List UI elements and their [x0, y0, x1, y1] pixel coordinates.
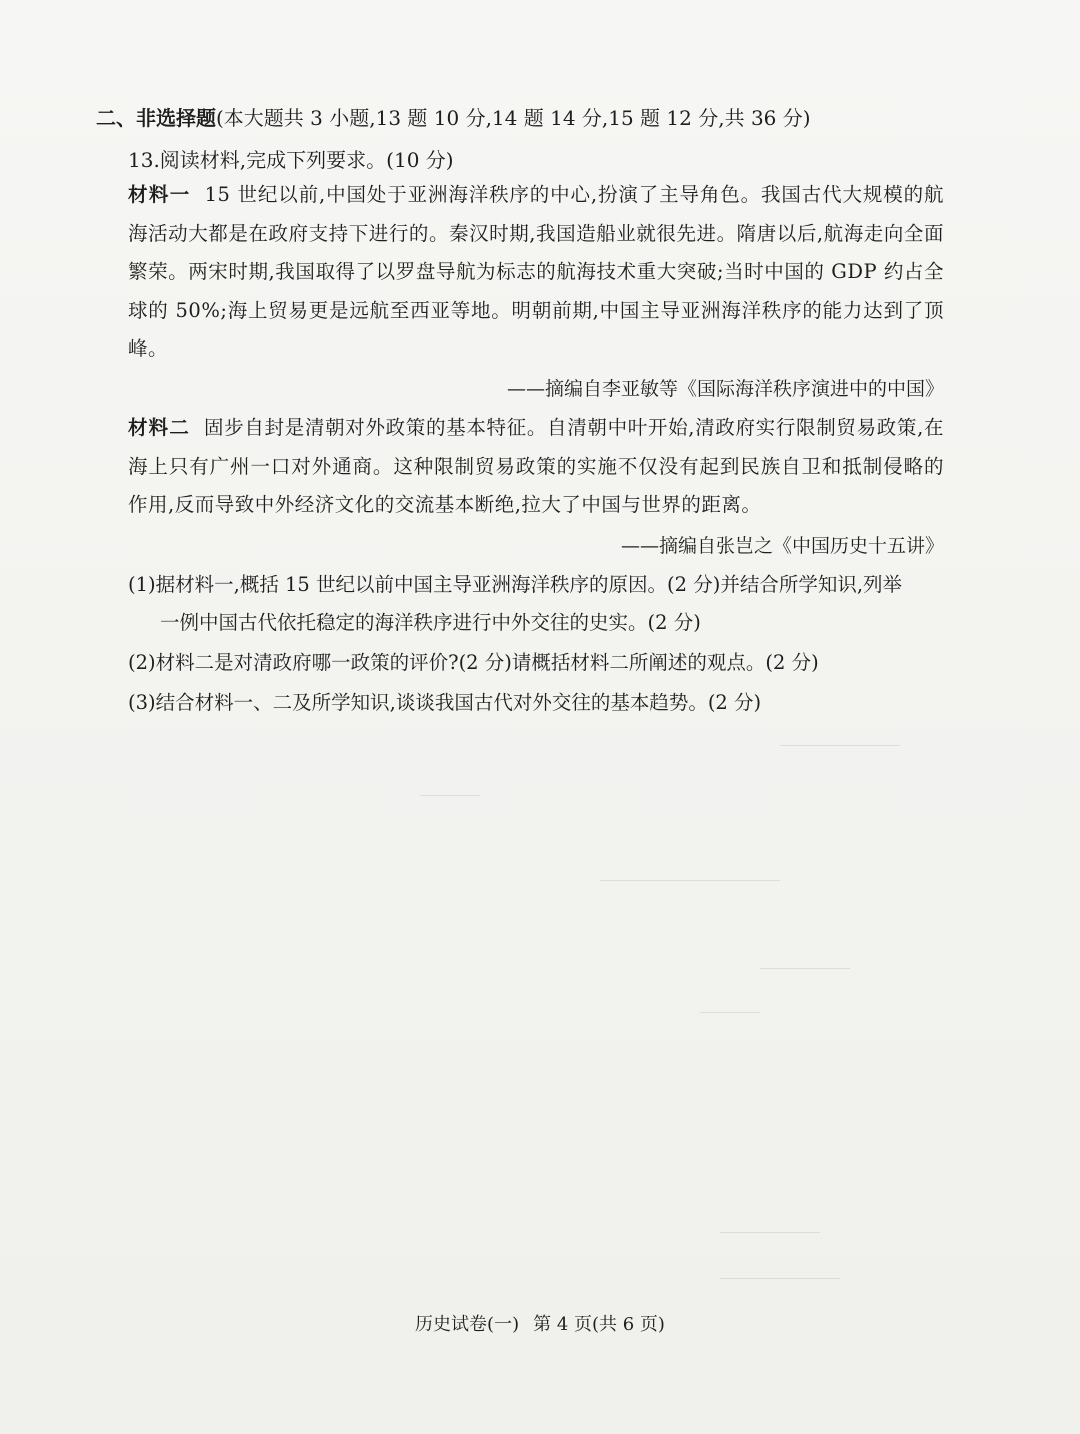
material-two-text: 固步自封是清朝对外政策的基本特征。自清朝中叶开始,清政府实行限制贸易政策,在海上只有广州一口对外通商。这种限制贸易政策的实施不仅没有起到民族自卫和抵制侵略的作用,反而导致中外经济文化的交流基本断绝,拉大了中国与世界的距离。: [128, 416, 944, 516]
scan-mark: [760, 968, 850, 969]
section-title-detail: (本大题共 3 小题,13 题 10 分,14 题 14 分,15 题 12 分,共 36 分): [216, 106, 811, 130]
scan-mark: [700, 1012, 760, 1013]
material-two: [128, 409, 944, 525]
scan-mark: [780, 745, 900, 746]
material-two-label: 材料二: [128, 416, 191, 439]
sub-question-1: [128, 566, 958, 642]
sub-question-2: [128, 644, 958, 682]
material-two-source: ——摘编自张岂之《中国历史十五讲》: [620, 535, 944, 557]
material-one-source: ——摘编自李亚敏等《国际海洋秩序演进中的中国》: [506, 378, 944, 400]
scan-mark: [600, 880, 780, 881]
material-one: [128, 176, 944, 369]
section-title: [96, 104, 996, 132]
section-title-bold: 二、非选择题: [96, 106, 216, 130]
sub-question-2-text: (2)材料二是对清政府哪一政策的评价?(2 分)请概括材料二所阐述的观点。(2 分): [128, 651, 819, 674]
sub-question-1-line1: (1)据材料一,概括 15 世纪以前中国主导亚洲海洋秩序的原因。(2 分)并结合所学知识,列举: [128, 573, 903, 596]
sub-question-3-text: (3)结合材料一、二及所学知识,谈谈我国古代对外交往的基本趋势。(2 分): [128, 691, 762, 714]
sub-question-1-line2: 一例中国古代依托稳定的海洋秩序进行中外交往的史实。(2 分): [160, 611, 701, 634]
scan-mark: [720, 1232, 820, 1233]
question-heading: 13.阅读材料,完成下列要求。(10 分): [128, 148, 454, 172]
material-one-label: 材料一: [128, 183, 191, 206]
scan-mark: [420, 795, 480, 796]
page-footer: [0, 1312, 1080, 1338]
sub-question-3: [128, 684, 958, 722]
footer-page-number: 第 4 页(共 6 页): [533, 1314, 665, 1335]
footer-exam-name: 历史试卷(一): [415, 1314, 520, 1335]
scan-mark: [720, 1278, 840, 1279]
material-one-text: 15 世纪以前,中国处于亚洲海洋秩序的中心,扮演了主导角色。我国古代大规模的航海活动大都是在政府支持下进行的。秦汉时期,我国造船业就很先进。隋唐以后,航海走向全面繁荣。两宋时期,我国取得了以罗盘导航为标志的航海技术重大突破;当时中国的 GDP 约占全球的 50%;海上贸易更是远航至西亚等地。明朝前期,中国主导亚洲海洋秩序的能力达到了顶峰。: [128, 183, 944, 360]
